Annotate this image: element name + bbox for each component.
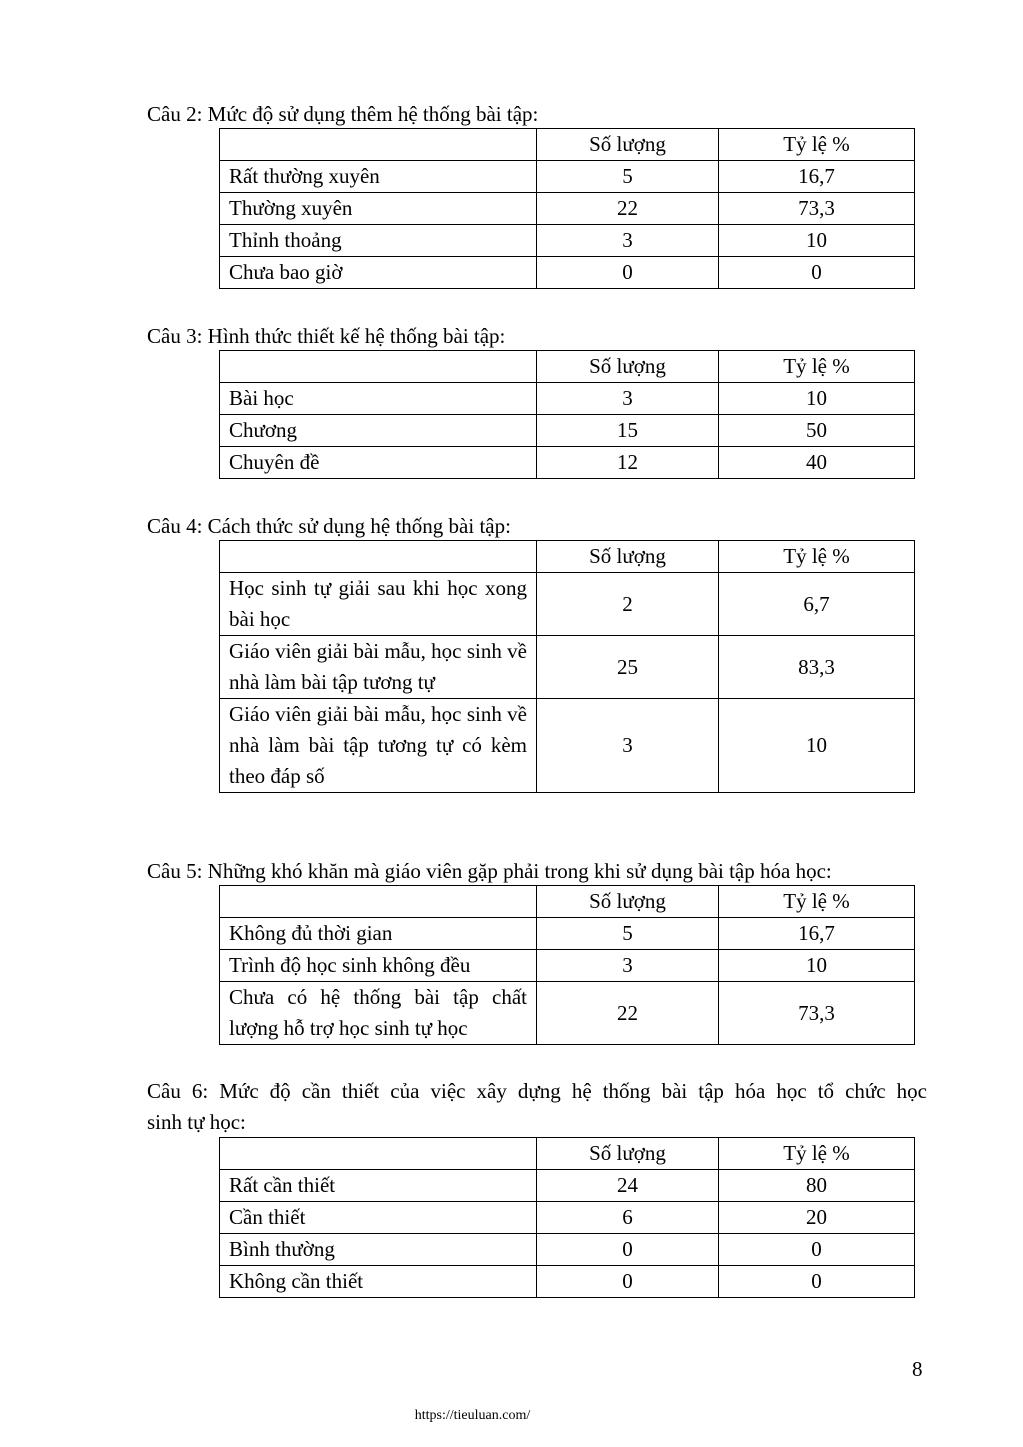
row-label: Giáo viên giải bài mẫu, học sinh về nhà làm bài tập tương tự <box>220 636 537 699</box>
row-label: Chuyên đề <box>220 447 537 479</box>
q6-table <box>219 1137 915 1298</box>
row-count: 0 <box>537 257 719 289</box>
header-percent: Tỷ lệ % <box>719 129 915 161</box>
header-percent: Tỷ lệ % <box>719 351 915 383</box>
row-percent: 83,3 <box>719 636 915 699</box>
row-label: Trình độ học sinh không đều <box>220 950 537 982</box>
table-row <box>220 573 915 636</box>
row-count: 22 <box>537 982 719 1045</box>
table-row <box>220 415 915 447</box>
q6-title-line1: Câu 6: Mức độ cần thiết của việc xây dựng hệ thống bài tập hóa học tổ chức học <box>147 1079 927 1103</box>
table-row <box>220 1266 915 1298</box>
row-label: Chưa bao giờ <box>220 257 537 289</box>
header-empty-cell <box>220 541 537 573</box>
q3-title: Câu 3: Hình thức thiết kế hệ thống bài tập: <box>147 324 506 348</box>
row-label: Rất cần thiết <box>220 1170 537 1202</box>
row-count: 0 <box>537 1266 719 1298</box>
row-count: 6 <box>537 1202 719 1234</box>
row-percent: 16,7 <box>719 918 915 950</box>
header-quantity: Số lượng <box>537 541 719 573</box>
q6-title-line2: sinh tự học: <box>147 1110 246 1134</box>
row-count: 3 <box>537 383 719 415</box>
row-label: Giáo viên giải bài mẫu, học sinh về nhà làm bài tập tương tự có kèm theo đáp số <box>220 699 537 793</box>
row-count: 12 <box>537 447 719 479</box>
q2-title: Câu 2: Mức độ sử dụng thêm hệ thống bài tập: <box>147 102 539 126</box>
table-header-row <box>220 129 915 161</box>
row-percent: 73,3 <box>719 193 915 225</box>
row-count: 3 <box>537 225 719 257</box>
page-number: 8 <box>912 1357 923 1381</box>
row-label: Học sinh tự giải sau khi học xong bài học <box>220 573 537 636</box>
row-percent: 0 <box>719 257 915 289</box>
footer-url[interactable]: https://tieuluan.com/ <box>414 1408 531 1423</box>
row-percent: 10 <box>719 225 915 257</box>
table-row <box>220 1202 915 1234</box>
row-percent: 20 <box>719 1202 915 1234</box>
row-count: 25 <box>537 636 719 699</box>
row-percent: 73,3 <box>719 982 915 1045</box>
row-percent: 50 <box>719 415 915 447</box>
table-row <box>220 636 915 699</box>
header-empty-cell <box>220 1138 537 1170</box>
row-count: 24 <box>537 1170 719 1202</box>
row-percent: 10 <box>719 383 915 415</box>
header-quantity: Số lượng <box>537 351 719 383</box>
row-label: Không đủ thời gian <box>220 918 537 950</box>
row-count: 3 <box>537 699 719 793</box>
q2-table <box>219 128 915 289</box>
q3-table <box>219 350 915 479</box>
row-label: Rất thường xuyên <box>220 161 537 193</box>
row-label: Bình thường <box>220 1234 537 1266</box>
row-percent: 6,7 <box>719 573 915 636</box>
header-empty-cell <box>220 886 537 918</box>
header-empty-cell <box>220 129 537 161</box>
row-label: Thỉnh thoảng <box>220 225 537 257</box>
table-row <box>220 161 915 193</box>
header-quantity: Số lượng <box>537 886 719 918</box>
row-count: 22 <box>537 193 719 225</box>
q6-title <box>147 1076 927 1138</box>
row-label: Chưa có hệ thống bài tập chất lượng hỗ trợ học sinh tự học <box>220 982 537 1045</box>
header-quantity: Số lượng <box>537 1138 719 1170</box>
q4-table <box>219 540 915 793</box>
row-percent: 0 <box>719 1234 915 1266</box>
table-row <box>220 225 915 257</box>
row-percent: 10 <box>719 699 915 793</box>
row-percent: 16,7 <box>719 161 915 193</box>
table-header-row <box>220 541 915 573</box>
row-label: Chương <box>220 415 537 447</box>
row-percent: 40 <box>719 447 915 479</box>
row-label: Thường xuyên <box>220 193 537 225</box>
table-row <box>220 982 915 1045</box>
table-header-row <box>220 1138 915 1170</box>
table-row <box>220 1170 915 1202</box>
table-row <box>220 1234 915 1266</box>
table-header-row <box>220 351 915 383</box>
row-count: 5 <box>537 918 719 950</box>
header-percent: Tỷ lệ % <box>719 886 915 918</box>
row-count: 3 <box>537 950 719 982</box>
row-count: 0 <box>537 1234 719 1266</box>
row-label: Cần thiết <box>220 1202 537 1234</box>
q5-title: Câu 5: Những khó khăn mà giáo viên gặp phải trong khi sử dụng bài tập hóa học: <box>147 859 832 883</box>
row-percent: 10 <box>719 950 915 982</box>
table-row <box>220 383 915 415</box>
q5-table <box>219 885 915 1045</box>
row-percent: 80 <box>719 1170 915 1202</box>
table-row <box>220 257 915 289</box>
table-row <box>220 950 915 982</box>
header-percent: Tỷ lệ % <box>719 1138 915 1170</box>
row-count: 15 <box>537 415 719 447</box>
row-label: Bài học <box>220 383 537 415</box>
row-count: 5 <box>537 161 719 193</box>
table-header-row <box>220 886 915 918</box>
header-percent: Tỷ lệ % <box>719 541 915 573</box>
table-row <box>220 699 915 793</box>
header-empty-cell <box>220 351 537 383</box>
row-label: Không cần thiết <box>220 1266 537 1298</box>
table-row <box>220 918 915 950</box>
row-count: 2 <box>537 573 719 636</box>
table-row <box>220 193 915 225</box>
header-quantity: Số lượng <box>537 129 719 161</box>
q4-title: Câu 4: Cách thức sử dụng hệ thống bài tập: <box>147 514 511 538</box>
table-row <box>220 447 915 479</box>
row-percent: 0 <box>719 1266 915 1298</box>
